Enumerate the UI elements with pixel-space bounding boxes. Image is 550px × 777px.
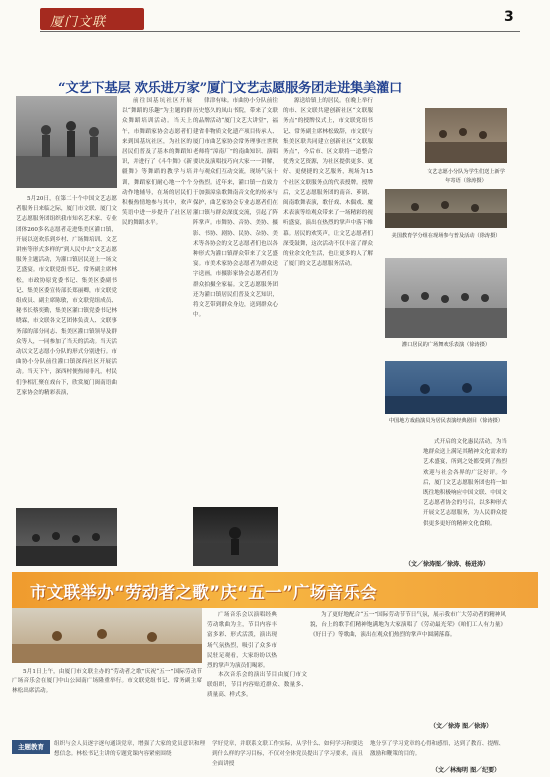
article-title: “文艺下基层 欢乐进万家”厦门文艺志愿服务团走进集美灌口	[58, 81, 402, 96]
feature-photo	[12, 608, 202, 663]
sidebar-credit: （文／林海明 图／纪要）	[432, 767, 501, 774]
sidebar-column-3: 地分享了学习党章的心得和感悟，达到了教育、提醒、激励和鞭策的目的。	[370, 741, 505, 757]
classroom-figure	[425, 108, 507, 163]
feature-column-3: 本次音乐会的演出节目由厦门市文联组织，节目内容贴近群众、数量多、质量高、样式多。	[207, 672, 307, 699]
sidebar-label-box	[12, 740, 50, 754]
photo-middle	[193, 507, 278, 566]
concert-figure	[12, 608, 202, 663]
masthead-text: 厦门文联	[50, 15, 107, 30]
header-rule	[40, 31, 520, 32]
gallery-photo-4	[385, 361, 507, 414]
gallery-caption-1: 文艺志愿小分队为学生们送上新学年寄语（徐涛摄）	[427, 169, 505, 184]
photo-top-left	[16, 96, 117, 188]
article-column-4: 源送给镇上的居民。在晚上举行的市、区文联共建创新社区“文联服务点”的授牌仪式上，市文联党组书记、常务副主席林松致辞，市文联与集美区联共同建立创新社区“文联服务点”，今后市、区文联将一道整合优秀文艺资源，为社区提供更多、更好、更便捷的文艺服务，现场为15个社区文联服务点的代表授牌。授牌后，文艺志愿服务团的南音、芗剧、闽南歌舞表演，歌仔戏、木偶戏、魔术表演等给观众带来了一场精彩的视听盛宴，演出在热烈的掌声中落下帷幕。居民的欢笑声，让文艺志愿者们深受鼓舞，这次活动不仅丰富了群众的业余文化生活，也让更多的人了解了厦门的文艺志愿服务活动。	[283, 98, 373, 268]
gallery-caption-4: 中国地方戏曲演员为居民表演经典剧目（徐涛摄）	[388, 418, 504, 424]
photo-bottom-left	[16, 508, 117, 566]
feature-column-1: 5月1日上午，由厦门市文联主办的“劳动者之歌”庆祝“五一”国际劳动节广场音乐会在厦门中山公园南广场隆重举行。市文联党组书记、常务副主席林松出席活动。	[12, 669, 202, 694]
masthead-badge	[40, 8, 144, 30]
performance-figure	[193, 507, 278, 566]
square-dance-figure	[385, 258, 507, 338]
gallery-photo-2	[385, 189, 507, 228]
sidebar-column-1: 组织与会人员逐字逐句通读党章，增强了大家的党员意识和理想信念。林松书记主讲的专题党课内容紧密围绕	[54, 741, 206, 757]
feature-credit: （文／徐涛 图／徐涛）	[430, 723, 493, 730]
audience-figure	[385, 189, 507, 228]
dancers-figure	[16, 96, 117, 188]
article-column-3: 律津有味。市曲协小分队前往历史悠久的凤山书院，带来了文联的品牌活动“厦门文艺大讲堂”，福建省非物质文化遗产项目传承人、厦门市曲艺家协会常务理事庄世秋老师将“漳南厂”的南曲知识、演唱要诀及演唱技巧向大家一一讲解，并与观众们互动交流，现场气氛十分热烈。近年来，灌口镇一直致力于加强漳泉歌舞南音文化的传承与保护，曲艺家协会专业志愿者们在灌口镇与群众深度交流，引起了阵阵掌声。市舞协、音协、美协、摄影、书协、剧协、民协、杂协、美术等各协会的文艺志愿者们也以各种形式为灌口镇群众带来了文艺盛宴。市美术家协会志愿者为群众送字送画，市摄影家协会志愿者们为群众拍摄全家福。文艺志愿服务团还为灌口镇居民们普及文艺知识，将文艺带到群众身边，送到群众心中。	[193, 98, 278, 319]
page-number: 3	[504, 9, 514, 25]
article-column-1: 5月20日，在第二十个中国文艺志愿者服务日来临之际，厦门市文联、厦门文艺志愿服务团组织我市知名艺术家、专业团体260多名志愿者走进集美区灌口镇，开展以送欢乐到乡村、广场舞培训、文艺讲座等形式多样的“到人民中去”文艺志愿服务主题活动，为灌口镇居民送上一场文艺盛宴。市文联党组书记、常务副主席林松，市政协原党委书记、集美区委副书记、集美区委宣传部长郑丽卿，市文联党组成员、副主席陈敏，市文联党组成员、秘书长蔡奕勤，集美区灌口镇党委书记林晓霖，市文联各文艺团体负责人、文联事务部的部分同志、集美区灌口镇领导及群众等人，一同参加了当天的活动。当天活动以文艺志愿小分队的形式分别进行。市曲协小分队前往灌口镇深西社区开展活动。当天下午，深西村便热闹非凡，村民们争相汇聚在戏台下，欣赏厦门闽南语曲艺家协会的精彩表演，	[16, 196, 117, 396]
article-column-2: 前往国基坑社区开展以“舞蹈的乐趣”为主题的群众舞蹈培训活动。当天上午，市舞蹈家协会志愿者们来到国基坑社区，为社区的居民们普及了基本的舞蹈知识，并进行了《斗牛舞》《新疆舞》等舞蹈的教学与培训，舞蹈家们耐心地一个个动作地辅导，在场的居民们积极热情地参与其中，欢声笑语中进一步提升了社区居民的舞蹈水平。	[122, 98, 192, 227]
crowd-figure	[16, 508, 117, 566]
stage-figure	[385, 361, 507, 414]
gallery-caption-2: 美国教育学分组在现场参与普及活动（徐涛摄）	[391, 233, 501, 239]
sidebar-label: 主题教育	[18, 743, 44, 751]
feature-column-2: 广场音乐会以演唱经典劳动歌曲为主，节目内容丰富多彩、形式活泼，演出现场气氛热烈，吸引了众多市民驻足观看，大家纷纷以热烈的掌声为演员们喝彩。	[207, 612, 277, 670]
feature-title: 市文联举办“劳动者之歌”庆“五一”广场音乐会	[30, 583, 377, 602]
page-header	[0, 0, 550, 40]
article-column-5: 式开启的文化惠民活动，为当地群众送上满足其精神文化需求的艺术盛宴，所到之处都受到了热烈欢迎与社会各界的广泛好评。今后，厦门文艺志愿服务团也将一如既往地积极响应中国文联、中国文艺志愿者协会的号召，以多种形式开展文艺志愿服务，为人民群众提供更多更好的精神文化食粮。	[423, 439, 507, 527]
feature-banner	[12, 572, 538, 608]
sidebar-column-2: 学好党章，并联系文联工作实际，从学什么、如何学习和要达到什么样的学习目标，不仅对全体党员提出了学习要求，而且全面讲授	[212, 741, 364, 767]
gallery-photo-1	[425, 108, 507, 163]
article-credit: （文／徐涛图／徐涛、杨进涛）	[405, 561, 490, 568]
gallery-photo-3	[385, 258, 507, 338]
feature-column-4: 为了更好地配合“五一”国际劳动节节日气氛，展示我市广大劳动者的精神风貌，台上的歌手们精神饱满地为大家演唱了《劳动最光荣》《咱们工人有力量》《好日子》等歌曲，演出在观众们热烈的掌声中圆满落幕。	[310, 612, 506, 639]
gallery-caption-3: 灌口居民的广场舞欢乐表演（徐涛摄）	[401, 342, 491, 348]
